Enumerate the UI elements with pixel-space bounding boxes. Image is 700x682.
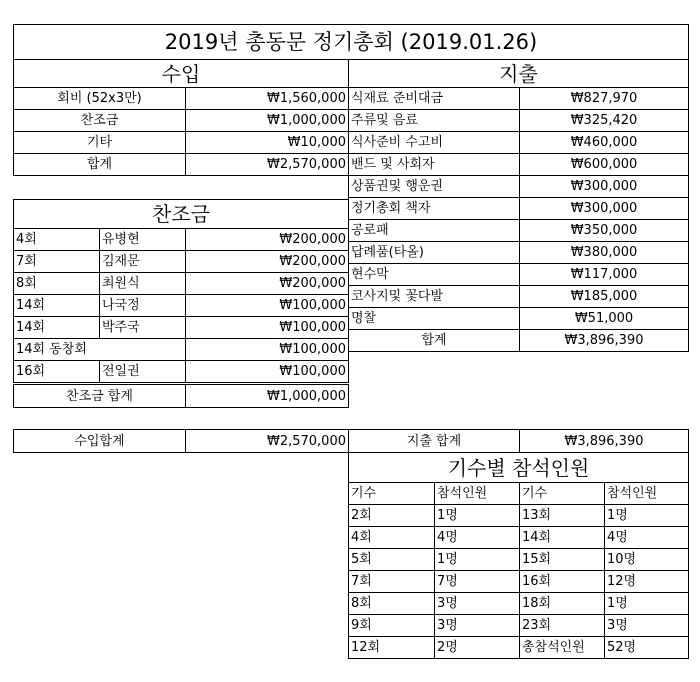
attendance-count: 3명: [434, 592, 520, 615]
expense-total-row-amount: ₩3,896,390: [519, 329, 689, 352]
donation-name: 박주국: [99, 316, 186, 339]
attendance-count: 4명: [434, 526, 520, 549]
donation-generation: 14회: [13, 316, 100, 339]
donation-generation: 7회: [13, 250, 100, 273]
attendance-count: 3명: [434, 614, 520, 637]
income-total-amount: ₩2,570,000: [185, 429, 349, 453]
attendance-generation: 5회: [348, 548, 435, 571]
attendance-count: 12명: [604, 570, 689, 593]
donation-generation: 16회: [13, 360, 100, 383]
attendance-count: 1명: [604, 504, 689, 527]
expense-item-amount: ₩300,000: [519, 175, 689, 198]
attendance-generation: 9회: [348, 614, 435, 637]
attendance-column-header: 참석인원: [434, 482, 520, 505]
income-item-label: 기타: [13, 131, 186, 154]
income-header: 수입: [13, 59, 349, 88]
donation-total-label: 찬조금 합계: [13, 384, 186, 408]
income-item-label: 회비 (52x3만): [13, 87, 186, 110]
attendance-generation: 4회: [348, 526, 435, 549]
attendance-count: 10명: [604, 548, 689, 571]
donation-generation: 14회: [13, 294, 100, 317]
expense-item-label: 상품권및 행운권: [348, 175, 520, 198]
attendance-count: 7명: [434, 570, 520, 593]
page-title: 2019년 총동문 정기총회 (2019.01.26): [13, 24, 689, 60]
expense-item-amount: ₩460,000: [519, 131, 689, 154]
expense-item-amount: ₩350,000: [519, 219, 689, 242]
expense-item-amount: ₩380,000: [519, 241, 689, 264]
attendance-generation: 16회: [519, 570, 605, 593]
income-item-amount: ₩2,570,000: [185, 153, 349, 176]
expense-header: 지출: [348, 59, 689, 88]
expense-item-label: 현수막: [348, 263, 520, 286]
attendance-count: 1명: [604, 592, 689, 615]
attendance-column-header: 참석인원: [604, 482, 689, 505]
donation-amount: ₩100,000: [185, 316, 349, 339]
expense-item-label: 식사준비 수고비: [348, 131, 520, 154]
expense-item-label: 답례품(타올): [348, 241, 520, 264]
attendance-generation: 12회: [348, 636, 435, 659]
expense-item-label: 코사지및 꽃다발: [348, 285, 520, 308]
donation-amount: ₩100,000: [185, 338, 349, 361]
attendance-count: 1명: [434, 504, 520, 527]
donation-header: 찬조금: [13, 199, 349, 229]
attendance-generation: 2회: [348, 504, 435, 527]
donation-generation: 14회 동창회: [13, 338, 186, 361]
income-item-label: 합계: [13, 153, 186, 176]
attendance-header: 기수별 참석인원: [348, 452, 689, 483]
expense-item-amount: ₩51,000: [519, 307, 689, 330]
expense-item-label: 주류및 음료: [348, 109, 520, 132]
attendance-count: 2명: [434, 636, 520, 659]
expense-item-label: 식재료 준비대금: [348, 87, 520, 110]
income-item-label: 찬조금: [13, 109, 186, 132]
donation-total-amount: ₩1,000,000: [185, 384, 349, 408]
donation-name: 전일권: [99, 360, 186, 383]
attendance-column-header: 기수: [519, 482, 605, 505]
attendance-generation: 23회: [519, 614, 605, 637]
expense-total-amount: ₩3,896,390: [519, 429, 689, 453]
donation-name: 최원식: [99, 272, 186, 295]
donation-amount: ₩200,000: [185, 272, 349, 295]
income-item-amount: ₩1,000,000: [185, 109, 349, 132]
attendance-generation: 총참석인원: [519, 636, 605, 659]
attendance-count: 3명: [604, 614, 689, 637]
expense-item-amount: ₩827,970: [519, 87, 689, 110]
income-total-label: 수입합계: [13, 429, 186, 453]
expense-total-row-label: 합계: [348, 329, 520, 352]
expense-item-amount: ₩117,000: [519, 263, 689, 286]
expense-item-label: 공로패: [348, 219, 520, 242]
donation-name: 김재문: [99, 250, 186, 273]
attendance-count: 52명: [604, 636, 689, 659]
attendance-column-header: 기수: [348, 482, 435, 505]
donation-amount: ₩100,000: [185, 294, 349, 317]
donation-name: 나국정: [99, 294, 186, 317]
expense-item-amount: ₩185,000: [519, 285, 689, 308]
expense-item-amount: ₩325,420: [519, 109, 689, 132]
donation-amount: ₩200,000: [185, 228, 349, 251]
attendance-generation: 18회: [519, 592, 605, 615]
expense-item-label: 정기총회 책자: [348, 197, 520, 220]
attendance-count: 1명: [434, 548, 520, 571]
donation-generation: 4회: [13, 228, 100, 251]
donation-amount: ₩100,000: [185, 360, 349, 383]
donation-name: 유병현: [99, 228, 186, 251]
attendance-count: 4명: [604, 526, 689, 549]
expense-item-label: 명찰: [348, 307, 520, 330]
attendance-generation: 8회: [348, 592, 435, 615]
donation-generation: 8회: [13, 272, 100, 295]
expense-item-amount: ₩300,000: [519, 197, 689, 220]
attendance-generation: 13회: [519, 504, 605, 527]
attendance-generation: 15회: [519, 548, 605, 571]
expense-total-label: 지출 합계: [348, 429, 520, 453]
expense-item-label: 밴드 및 사회자: [348, 153, 520, 176]
expense-item-amount: ₩600,000: [519, 153, 689, 176]
income-item-amount: ₩10,000: [185, 131, 349, 154]
income-item-amount: ₩1,560,000: [185, 87, 349, 110]
donation-amount: ₩200,000: [185, 250, 349, 273]
attendance-generation: 7회: [348, 570, 435, 593]
attendance-generation: 14회: [519, 526, 605, 549]
